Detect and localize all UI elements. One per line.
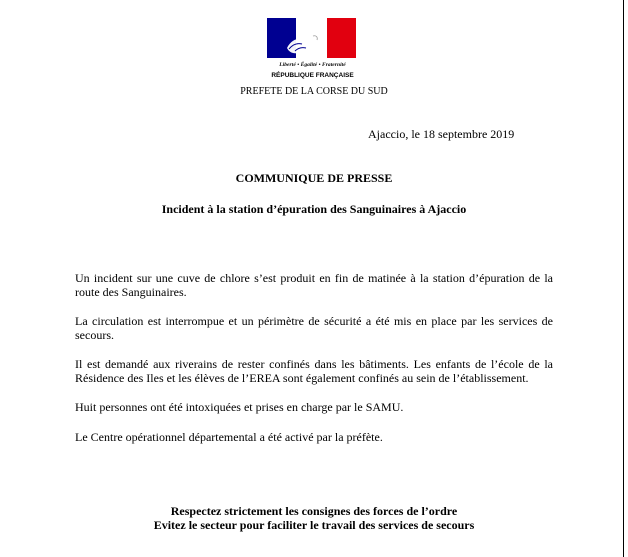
footer-line-1: Respectez strictement les consignes des forces de l’ordre (170, 504, 458, 518)
marianne-flag-icon (267, 18, 356, 58)
paragraph: Huit personnes ont été intoxiquées et prises en charge par le SAMU. (75, 400, 404, 414)
paragraph: Un incident sur une cuve de chlore s’est produit en fin de matinée à la station d’épuration de la route des Sanguinaires. (75, 271, 553, 299)
footer-instructions (0, 504, 628, 532)
footer-line-2: Evitez le secteur pour faciliter le travail des services de secours (153, 518, 475, 532)
paragraph: Il est demandé aux riverains de rester confinés dans les bâtiments. Les enfants de l’école de la Résidence des Iles et les élèves de l’EREA sont également confinés au sein de l’établissement. (75, 357, 553, 385)
release-date: Ajaccio, le 18 septembre 2019 (368, 127, 515, 141)
document-heading: COMMUNIQUE DE PRESSE (235, 171, 393, 185)
logo-republique-francaise: RÉPUBLIQUE FRANÇAISE (271, 72, 354, 79)
body-text (75, 272, 553, 460)
prefecture-name: PREFETE DE LA CORSE DU SUD (240, 86, 388, 97)
republique-francaise-logo (267, 18, 358, 79)
document-subheading: Incident à la station d’épuration des Sanguinaires à Ajaccio (161, 202, 467, 216)
logo-motto: Liberté • Égalité • Fraternité (279, 62, 346, 68)
paragraph: La circulation est interrompue et un périmètre de sécurité a été mis en place par les services de secours. (75, 314, 553, 342)
paragraph: Le Centre opérationnel départemental a été activé par la préfète. (75, 429, 383, 444)
